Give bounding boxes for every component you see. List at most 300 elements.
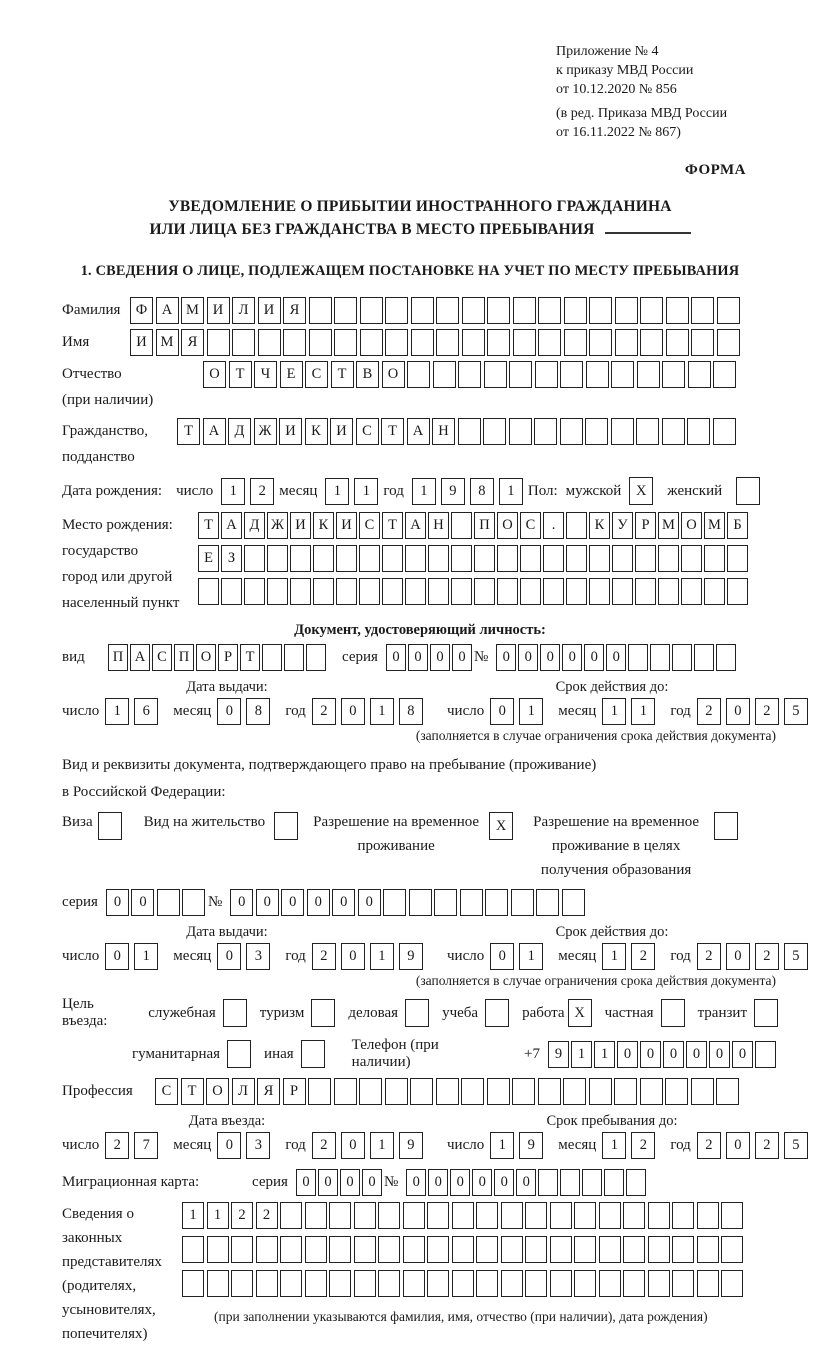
char-cell (637, 361, 660, 388)
char-cell: И (130, 329, 153, 356)
purpose-official: служебная (148, 999, 247, 1027)
char-cell (305, 1236, 327, 1263)
char-cell: 0 (540, 644, 560, 671)
char-cell: 2 (312, 943, 336, 970)
char-cell (378, 1236, 400, 1263)
char-cell: К (313, 512, 334, 539)
char-cell (485, 889, 508, 916)
citizenship-label: Гражданство, подданство (62, 423, 149, 465)
char-cell: 5 (784, 1132, 808, 1159)
char-cell (476, 1236, 498, 1263)
char-cell: 7 (134, 1132, 158, 1159)
char-cell (513, 297, 536, 324)
char-cell (755, 1041, 776, 1068)
char-cell (354, 1236, 376, 1263)
char-cell (672, 1202, 694, 1229)
identity-issue-day-boxes (105, 698, 163, 725)
identity-doc-heading: Документ, удостоверяющий личность: (294, 622, 546, 638)
char-cell (411, 329, 434, 356)
char-cell (484, 361, 507, 388)
citizenship-row (62, 418, 778, 470)
char-cell: 9 (399, 943, 423, 970)
char-cell: 1 (519, 943, 543, 970)
char-cell: З (221, 545, 242, 572)
phone-boxes (548, 1041, 778, 1068)
char-cell (688, 361, 711, 388)
char-cell: Е (198, 545, 219, 572)
char-cell (231, 1236, 253, 1263)
char-cell: Т (229, 361, 252, 388)
char-cell (687, 418, 710, 445)
char-cell: 2 (312, 698, 336, 725)
char-cell (513, 329, 536, 356)
residence-series-label: серия (62, 894, 98, 910)
char-cell (378, 1270, 400, 1297)
char-cell (612, 578, 633, 605)
char-cell (525, 1236, 547, 1263)
char-cell (713, 418, 736, 445)
citizenship-boxes (177, 418, 738, 445)
char-cell: П (174, 644, 194, 671)
residence-issue-day-boxes (105, 943, 163, 970)
char-cell: 6 (134, 698, 158, 725)
char-cell (560, 1169, 580, 1196)
stay-until-day-boxes (490, 1132, 548, 1159)
char-cell: Я (283, 297, 306, 324)
char-cell: 0 (341, 698, 365, 725)
char-cell: П (474, 512, 495, 539)
char-cell (501, 1236, 523, 1263)
char-cell (589, 545, 610, 572)
char-cell: С (520, 512, 541, 539)
char-cell (623, 1202, 645, 1229)
char-cell (589, 329, 612, 356)
char-cell (564, 329, 587, 356)
char-cell: 2 (755, 943, 779, 970)
char-cell (308, 1078, 331, 1105)
char-cell (599, 1236, 621, 1263)
char-cell: 0 (640, 1041, 661, 1068)
birth-day-boxes (221, 478, 279, 505)
char-cell: 0 (106, 889, 129, 916)
char-cell (612, 545, 633, 572)
char-cell: 1 (182, 1202, 204, 1229)
char-cell: 1 (221, 478, 245, 505)
char-cell (407, 361, 430, 388)
char-cell: 0 (452, 644, 472, 671)
char-cell (650, 644, 670, 671)
char-cell (256, 1270, 278, 1297)
char-cell: 2 (250, 478, 274, 505)
char-cell: 1 (602, 698, 626, 725)
char-cell (721, 1202, 743, 1229)
char-cell: 1 (354, 478, 378, 505)
char-cell (550, 1236, 572, 1263)
char-cell: М (181, 297, 204, 324)
char-cell: 1 (370, 1132, 394, 1159)
char-cell: О (497, 512, 518, 539)
char-cell (359, 578, 380, 605)
title-blank-line (605, 218, 691, 234)
purpose-private: частная (605, 999, 685, 1027)
char-cell (574, 1236, 596, 1263)
char-cell: 8 (399, 698, 423, 725)
residence-series-boxes (106, 889, 208, 916)
guardians-block (62, 1202, 778, 1346)
char-cell (694, 644, 714, 671)
char-cell: 0 (105, 943, 129, 970)
surname-boxes (130, 297, 742, 324)
mc-number-label: № (383, 1174, 399, 1190)
char-cell (697, 1270, 719, 1297)
char-cell: 0 (256, 889, 279, 916)
char-cell (635, 545, 656, 572)
char-cell: 1 (571, 1041, 592, 1068)
char-cell (574, 1270, 596, 1297)
char-cell: 0 (490, 943, 514, 970)
form-title (62, 195, 778, 241)
char-cell (525, 1270, 547, 1297)
char-cell (232, 329, 255, 356)
purpose-humanitarian-checkbox (227, 1040, 251, 1068)
char-cell: 0 (296, 1169, 316, 1196)
char-cell: И (290, 512, 311, 539)
char-cell (427, 1202, 449, 1229)
char-cell (538, 297, 561, 324)
residence-permit-option (144, 810, 298, 840)
char-cell (672, 1270, 694, 1297)
purpose-private-checkbox (661, 999, 685, 1027)
char-cell (329, 1202, 351, 1229)
char-cell: А (407, 418, 430, 445)
char-cell (360, 329, 383, 356)
residence-intro (62, 752, 778, 806)
char-cell: 0 (217, 943, 241, 970)
residence-expiry-heading: Срок действия до: (555, 924, 669, 940)
char-cell (382, 545, 403, 572)
char-cell: Л (232, 297, 255, 324)
char-cell (509, 418, 532, 445)
given-name-boxes (130, 329, 742, 356)
char-cell (462, 329, 485, 356)
char-cell: И (207, 297, 230, 324)
char-cell: Д (244, 512, 265, 539)
birthplace-line2 (198, 545, 750, 572)
residence-number-label: № (207, 894, 223, 910)
char-cell: 1 (412, 478, 436, 505)
phone-label: Телефон (при наличии) (351, 1037, 439, 1070)
char-cell: Н (428, 512, 449, 539)
char-cell (623, 1270, 645, 1297)
visa-label: Виза (62, 814, 93, 830)
char-cell (543, 545, 564, 572)
char-cell (672, 1236, 694, 1263)
identity-expiry-year-boxes (697, 698, 813, 725)
char-cell (615, 329, 638, 356)
stay-until-heading: Срок пребывания до: (546, 1113, 678, 1129)
mc-series-label: серия (252, 1174, 288, 1190)
purpose-business: деловая (348, 999, 429, 1027)
char-cell (403, 1270, 425, 1297)
char-cell: 2 (755, 698, 779, 725)
char-cell (721, 1236, 743, 1263)
char-cell: 1 (325, 478, 349, 505)
char-cell: 0 (518, 644, 538, 671)
purpose-official-checkbox (223, 999, 247, 1027)
amendment-line: от 16.11.2022 № 867) (556, 125, 681, 140)
identity-dates-row (62, 679, 800, 725)
char-cell (691, 297, 714, 324)
char-cell: 0 (318, 1169, 338, 1196)
char-cell (648, 1270, 670, 1297)
char-cell (244, 578, 265, 605)
temp-residence-permit-option (312, 810, 513, 858)
char-cell: О (681, 512, 702, 539)
identity-kind-row (62, 644, 778, 671)
char-cell: 0 (450, 1169, 470, 1196)
char-cell (691, 1078, 714, 1105)
char-cell (681, 578, 702, 605)
char-cell (329, 1236, 351, 1263)
char-cell: 9 (441, 478, 465, 505)
char-cell (564, 297, 587, 324)
phone-prefix: +7 (524, 1045, 540, 1062)
char-cell: 0 (307, 889, 330, 916)
char-cell (497, 545, 518, 572)
char-cell: О (382, 361, 405, 388)
char-cell (451, 578, 472, 605)
char-cell: 0 (726, 698, 750, 725)
char-cell: 0 (341, 1132, 365, 1159)
char-cell (207, 1270, 229, 1297)
char-cell (462, 297, 485, 324)
char-cell: 1 (602, 1132, 626, 1159)
char-cell: Е (280, 361, 303, 388)
char-cell: 0 (606, 644, 626, 671)
edu-residence-permit-option (527, 810, 738, 882)
char-cell (640, 297, 663, 324)
char-cell (658, 578, 679, 605)
char-cell (452, 1270, 474, 1297)
purpose-row-2 (132, 1037, 778, 1071)
char-cell: 5 (784, 943, 808, 970)
identity-issue-date-group: Дата выдачи: число 1 6 месяц 0 8 год 2 0 1 8 (62, 679, 447, 725)
char-cell (458, 418, 481, 445)
char-cell: 2 (697, 1132, 721, 1159)
char-cell (476, 1202, 498, 1229)
identity-expiry-month-boxes (602, 698, 660, 725)
char-cell (611, 418, 634, 445)
migration-card-label: Миграционная карта: (62, 1174, 200, 1190)
char-cell: . (543, 512, 564, 539)
char-cell: С (155, 1078, 178, 1105)
char-cell (436, 1078, 459, 1105)
char-cell (727, 545, 748, 572)
patronymic-label: Отчество (при наличии) (62, 366, 154, 408)
purpose-other-checkbox (301, 1040, 325, 1068)
char-cell (487, 1078, 510, 1105)
char-cell: Р (635, 512, 656, 539)
birth-year-boxes (412, 478, 528, 505)
char-cell (336, 578, 357, 605)
entry-date-heading: Дата въезда: (188, 1113, 266, 1129)
entry-year-boxes (312, 1132, 428, 1159)
char-cell (566, 545, 587, 572)
char-cell: 1 (602, 943, 626, 970)
birthplace-row (62, 512, 778, 616)
char-cell: 0 (428, 1169, 448, 1196)
char-cell: Т (331, 361, 354, 388)
identity-series-label: серия (342, 649, 378, 665)
sex-male-label: мужской (565, 482, 622, 499)
char-cell (336, 545, 357, 572)
char-cell: К (305, 418, 328, 445)
char-cell: О (206, 1078, 229, 1105)
birth-month-label: месяц (279, 482, 318, 499)
stay-until-year-boxes (697, 1132, 813, 1159)
char-cell: Т (240, 644, 260, 671)
identity-kind-label: вид (62, 649, 85, 665)
char-cell: 0 (217, 1132, 241, 1159)
char-cell: 1 (105, 698, 129, 725)
char-cell: Ж (254, 418, 277, 445)
identity-number-boxes (496, 644, 738, 671)
char-cell (436, 329, 459, 356)
guardians-line3 (182, 1270, 746, 1297)
char-cell: 1 (370, 943, 394, 970)
char-cell: 0 (131, 889, 154, 916)
char-cell: 0 (230, 889, 253, 916)
char-cell (283, 329, 306, 356)
char-cell (497, 578, 518, 605)
char-cell: 0 (496, 644, 516, 671)
char-cell: С (305, 361, 328, 388)
char-cell: Т (177, 418, 200, 445)
char-cell (405, 545, 426, 572)
char-cell: 0 (332, 889, 355, 916)
char-cell (681, 545, 702, 572)
char-cell: М (156, 329, 179, 356)
char-cell (207, 329, 230, 356)
char-cell (487, 297, 510, 324)
char-cell: 0 (430, 644, 450, 671)
char-cell (536, 889, 559, 916)
profession-label: Профессия (62, 1083, 133, 1099)
char-cell (550, 1202, 572, 1229)
purpose-transit-checkbox (754, 999, 778, 1027)
char-cell: 1 (519, 698, 543, 725)
char-cell: 2 (231, 1202, 253, 1229)
char-cell (409, 889, 432, 916)
char-cell (182, 1270, 204, 1297)
annex-line: Приложение № 4 (556, 44, 659, 59)
char-cell (648, 1202, 670, 1229)
char-cell (359, 545, 380, 572)
char-cell: М (704, 512, 725, 539)
char-cell (427, 1270, 449, 1297)
char-cell (713, 361, 736, 388)
char-cell (520, 578, 541, 605)
purpose-work-checkbox: X (568, 999, 592, 1027)
residence-expiry-year-boxes (697, 943, 813, 970)
char-cell (636, 418, 659, 445)
char-cell (474, 545, 495, 572)
char-cell (666, 297, 689, 324)
char-cell: 0 (490, 698, 514, 725)
char-cell: 0 (709, 1041, 730, 1068)
char-cell: 0 (340, 1169, 360, 1196)
char-cell (458, 361, 481, 388)
section1-heading: 1. СВЕДЕНИЯ О ЛИЦЕ, ПОДЛЕЖАЩЕМ ПОСТАНОВКЕ НА УЧЕТ ПО МЕСТУ ПРЕБЫВАНИЯ (80, 263, 740, 279)
residence-issue-month-boxes (217, 943, 275, 970)
char-cell: А (221, 512, 242, 539)
char-cell (566, 512, 587, 539)
birthplace-boxes (198, 512, 750, 611)
char-cell: 1 (490, 1132, 514, 1159)
char-cell: П (108, 644, 128, 671)
purpose-transit: транзит (698, 999, 778, 1027)
char-cell (512, 1078, 535, 1105)
char-cell (433, 361, 456, 388)
guardians-line2 (182, 1236, 746, 1263)
birth-year-label: год (383, 482, 404, 499)
char-cell (290, 578, 311, 605)
char-cell: И (336, 512, 357, 539)
char-cell: 0 (726, 943, 750, 970)
birthplace-line1 (198, 512, 750, 539)
char-cell (474, 578, 495, 605)
char-cell (403, 1202, 425, 1229)
identity-restriction-note: (заполняется в случае ограничения срока действия документа) (415, 728, 776, 743)
char-cell: 0 (217, 698, 241, 725)
char-cell (589, 297, 612, 324)
char-cell (334, 329, 357, 356)
char-cell: Ф (130, 297, 153, 324)
char-cell: 9 (548, 1041, 569, 1068)
char-cell (626, 1169, 646, 1196)
birthplace-line3 (198, 578, 750, 605)
form-title-line2: ИЛИ ЛИЦА БЕЗ ГРАЖДАНСТВА В МЕСТО ПРЕБЫВАНИЯ (62, 218, 778, 241)
char-cell: 0 (408, 644, 428, 671)
char-cell: 0 (406, 1169, 426, 1196)
residence-permit-checkbox (274, 812, 298, 840)
char-cell (284, 644, 304, 671)
residence-issue-date-group: Дата выдачи: число 0 1 месяц 0 3 год 2 0 1 9 (62, 924, 447, 970)
char-cell: А (130, 644, 150, 671)
char-cell (258, 329, 281, 356)
guardians-line1 (182, 1202, 746, 1229)
char-cell (614, 1078, 637, 1105)
char-cell: 1 (370, 698, 394, 725)
temp-residence-permit-checkbox: X (489, 812, 513, 840)
char-cell (697, 1202, 719, 1229)
patronymic-row (62, 361, 778, 413)
char-cell (604, 1169, 624, 1196)
temp-residence-permit-label: Разрешение на временное проживание (313, 814, 480, 854)
char-cell: 0 (686, 1041, 707, 1068)
char-cell (410, 1078, 433, 1105)
char-cell: М (658, 512, 679, 539)
char-cell (574, 1202, 596, 1229)
char-cell (511, 889, 534, 916)
char-cell: 0 (726, 1132, 750, 1159)
char-cell: О (196, 644, 216, 671)
char-cell (611, 361, 634, 388)
char-cell (563, 1078, 586, 1105)
char-cell (267, 578, 288, 605)
char-cell: 9 (519, 1132, 543, 1159)
form-label: ФОРМА (684, 162, 746, 178)
